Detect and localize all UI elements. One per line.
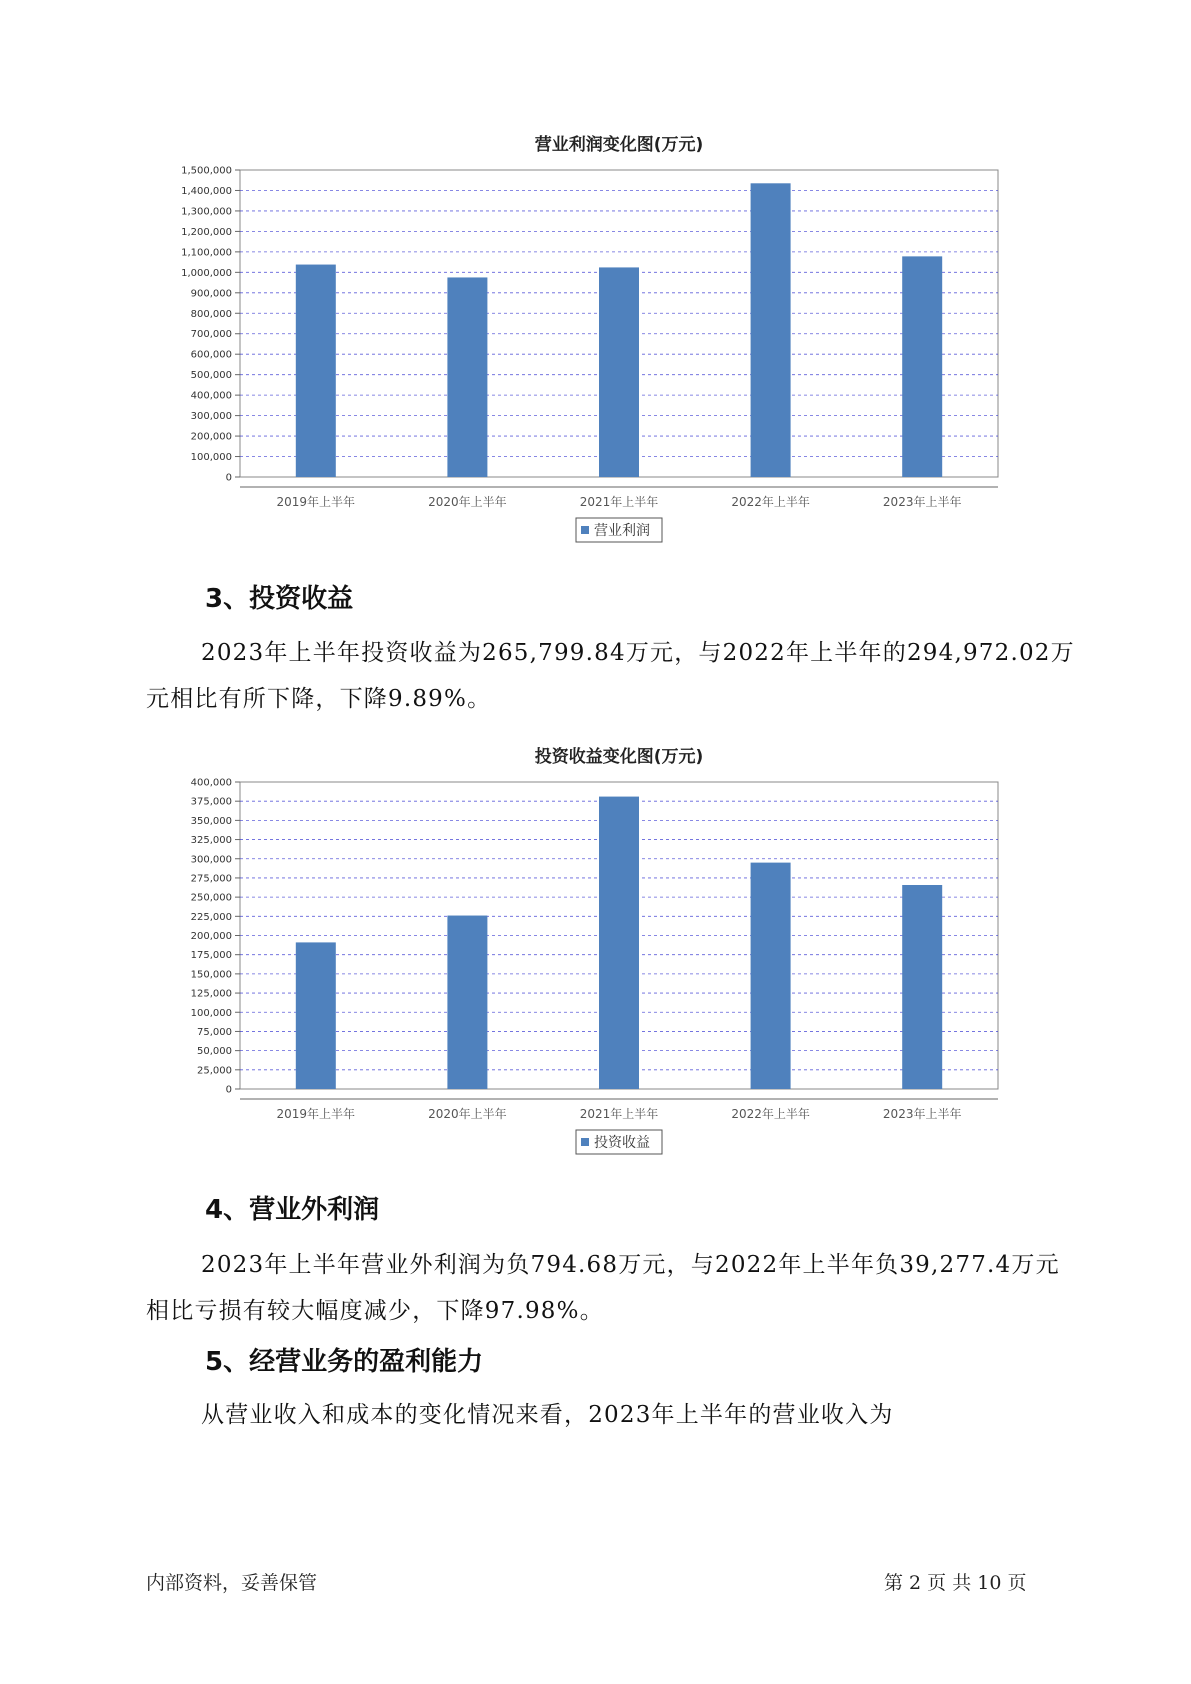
y-tick-label: 25,000	[197, 1065, 232, 1077]
y-tick-label: 350,000	[190, 815, 232, 827]
y-tick-label: 0	[225, 1084, 232, 1096]
x-tick-label: 2021年上半年	[579, 495, 659, 509]
x-tick-label: 2022年上半年	[731, 495, 810, 509]
y-tick-label: 225,000	[190, 911, 232, 923]
y-tick-label: 600,000	[190, 349, 232, 361]
y-tick-label: 75,000	[197, 1026, 232, 1038]
bar	[447, 277, 487, 477]
y-tick-label: 1,100,000	[181, 247, 232, 259]
x-tick-label: 2022年上半年	[731, 1107, 810, 1121]
legend-label: 营业利润	[594, 523, 650, 539]
y-tick-label: 1,300,000	[181, 206, 232, 218]
legend-swatch	[581, 526, 589, 534]
bar	[447, 916, 487, 1089]
y-tick-label: 200,000	[190, 931, 232, 942]
section-3-heading: 3、投资收益	[205, 584, 354, 614]
y-tick-label: 1,200,000	[181, 226, 232, 238]
x-tick-label: 2021年上半年	[579, 1107, 659, 1121]
legend-swatch	[581, 1138, 589, 1146]
y-tick-label: 900,000	[190, 288, 232, 300]
investment-income-chart-svg	[150, 742, 1030, 1172]
y-tick-label: 175,000	[190, 950, 232, 962]
investment-income-chart	[150, 742, 1030, 1172]
chart-title: 营业利润变化图(万元)	[534, 135, 704, 155]
operating-profit-chart	[150, 130, 1030, 560]
y-tick-label: 375,000	[190, 796, 232, 808]
x-tick-label: 2020年上半年	[428, 1107, 507, 1121]
y-tick-label: 275,000	[190, 873, 232, 885]
bar	[902, 256, 942, 477]
bar	[296, 265, 336, 477]
bar	[599, 797, 639, 1089]
section-4-heading: 4、营业外利润	[205, 1195, 380, 1225]
y-tick-label: 325,000	[190, 835, 232, 847]
y-tick-label: 1,000,000	[181, 267, 232, 279]
y-tick-label: 100,000	[190, 452, 232, 464]
y-tick-label: 500,000	[190, 370, 232, 382]
y-tick-label: 800,000	[190, 308, 232, 320]
bar	[599, 267, 639, 477]
y-tick-label: 400,000	[190, 777, 232, 789]
section-3-paragraph: 2023年上半年投资收益为265,799.84万元，与2022年上半年的294,972.02万元相比有所下降，下降9.89%。	[146, 640, 1075, 712]
x-tick-label: 2023年上半年	[882, 1107, 962, 1121]
x-tick-label: 2020年上半年	[428, 495, 507, 509]
y-tick-label: 125,000	[190, 988, 232, 1000]
footer-confidential-note: 内部资料，妥善保管	[146, 1572, 318, 1594]
section-5-paragraph: 从营业收入和成本的变化情况来看，2023年上半年的营业收入为	[201, 1402, 894, 1428]
y-tick-label: 1,500,000	[181, 165, 232, 177]
y-tick-label: 300,000	[190, 854, 232, 866]
y-tick-label: 400,000	[190, 390, 232, 402]
bar	[296, 942, 336, 1089]
y-tick-label: 0	[225, 472, 232, 484]
chart-title: 投资收益变化图(万元)	[534, 747, 704, 767]
y-tick-label: 1,400,000	[181, 185, 232, 197]
legend-label: 投资收益	[594, 1135, 650, 1151]
y-tick-label: 700,000	[190, 329, 232, 341]
y-tick-label: 250,000	[190, 892, 232, 904]
section-5-heading: 5、经营业务的盈利能力	[205, 1347, 484, 1377]
bar	[751, 183, 791, 477]
x-tick-label: 2019年上半年	[276, 1107, 356, 1121]
bar	[751, 863, 791, 1089]
y-tick-label: 50,000	[197, 1046, 232, 1058]
footer-page-number: 第 2 页 共 10 页	[884, 1572, 1027, 1594]
y-tick-label: 300,000	[190, 411, 232, 423]
operating-profit-chart-svg	[150, 130, 1030, 560]
bar	[902, 885, 942, 1089]
x-tick-label: 2019年上半年	[276, 495, 356, 509]
y-tick-label: 150,000	[190, 969, 232, 981]
x-tick-label: 2023年上半年	[882, 495, 962, 509]
y-tick-label: 200,000	[190, 431, 232, 443]
y-tick-label: 100,000	[190, 1007, 232, 1019]
section-4-paragraph: 2023年上半年营业外利润为负794.68万元，与2022年上半年负39,277.4万元相比亏损有较大幅度减少，下降97.98%。	[146, 1252, 1060, 1324]
